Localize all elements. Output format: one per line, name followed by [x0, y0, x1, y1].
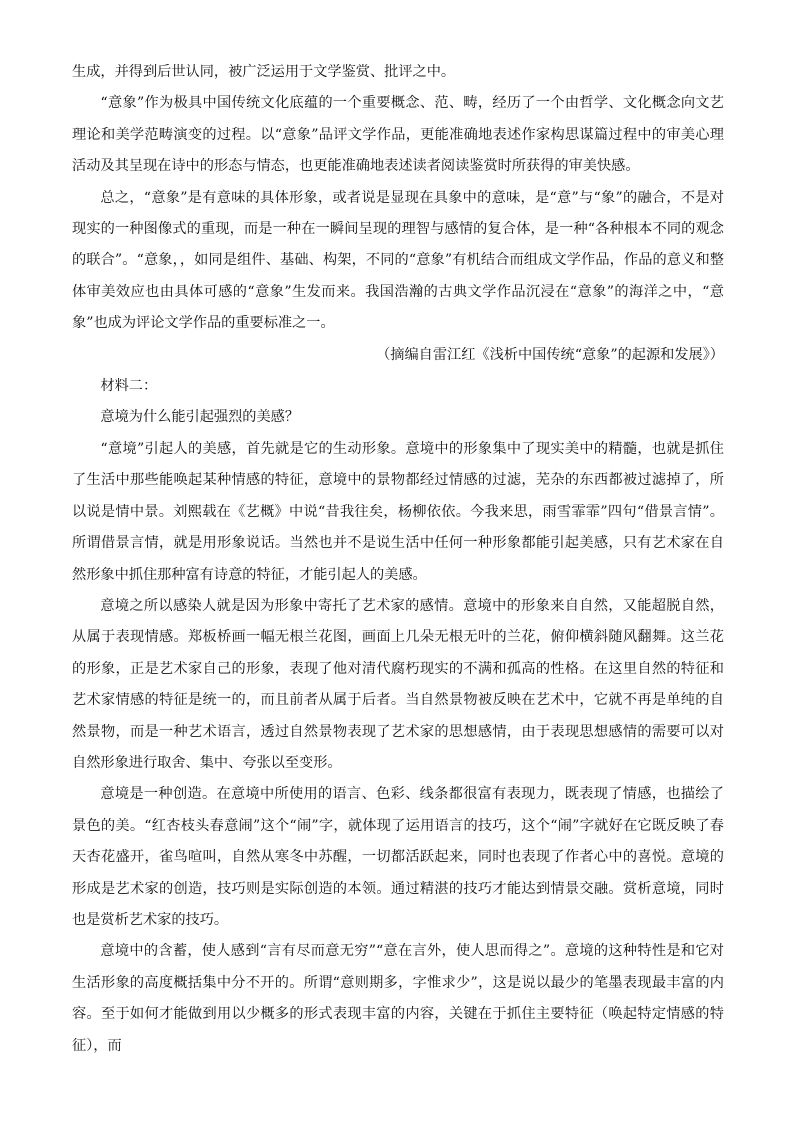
material-two-heading: 材料二： [100, 378, 158, 395]
paragraph-yixiang-concept: “意象”作为极具中国传统文化底蕴的一个重要概念、范、畴，经历了一个由哲学、文化概念向文艺理论和美学范畴演变的过程。以“意象”品评文学作品，更能准确地表述作家构思谋篇过程中的审美心理活动及其呈现在诗中的形态与情态，也更能准确地表述读者阅读鉴赏时所获得的审美快感。 [72, 95, 724, 175]
paragraph-creation: 意境是一种创造。在意境中所使用的语言、色彩、线条都很富有表现力，既表现了情感，也描绘了景色的美。“红杏枝头春意闹”这个“闹”字，就体现了运用语言的技巧，这个“闹”字就好在它既反映了春天杏花盛开，雀鸟喧叫，自然从寒冬中苏醒，一切都活跃起来，同时也表现了作者心中的喜悦。意境的形成是艺术家的创造，技巧则是实际创造的本领。通过精湛的技巧才能达到情景交融。赏析意境，同时也是赏析艺术家的技巧。 [72, 786, 724, 928]
paragraph-vivid-image: “意境”引起人的美感，首先就是它的生动形象。意境中的形象集中了现实美中的精髓，也就是抓住了生活中那些能唤起某种情感的特征，意境中的景物都经过情感的过滤，芜杂的东西都被过滤掉了，所以说是情中景。刘熙载在《艺概》中说“昔我往矣，杨柳依依。今我来思，雨雪霏霏”四句“借景言情”。所谓借景言情，就是用形象说话。当然也并不是说生活中任何一种形象都能引起美感，只有艺术家在自然形象中抓住那种富有诗意的特征，才能引起人的美感。 [72, 440, 724, 583]
paragraph-summary: 总之，“意象”是有意味的具体形象，或者说是显现在具象中的意味，是“意”与“象”的融合，不是对现实的一种图像式的重现，而是一种在一瞬间呈现的理智与感情的复合体，是一种“各种根本不同的观念的联合”。“意象，，如同是组件、基础、构架，不同的“意象”有机结合而组成文学作品，作品的意义和整体审美效应也由具体可感的“意象”生发而来。我国浩瀚的古典文学作品沉浸在“意象”的海洋之中，“意象”也成为评论文学作品的重要标准之一。 [72, 189, 724, 332]
paragraph-artist-emotion: 意境之所以感染人就是因为形象中寄托了艺术家的感情。意境中的形象来自自然，又能超脱自然，从属于表现情感。郑板桥画一幅无根兰花图，画面上几朵无根无叶的兰花，俯仰横斜随风翻舞。这兰花的形象，正是艺术家自己的形象，表现了他对清代腐朽现实的不满和孤高的性格。在这里自然的特征和艺术家情感的特征是统一的，而且前者从属于后者。当自然景物被反映在艺术中，它就不再是单纯的自然景物，而是一种艺术语言，透过自然景物表现了艺术家的思想感情，由于表现思想感情的需要可以对自然形象进行取舍、集中、夸张以至变形。 [72, 597, 724, 771]
source-citation: （摘编自雷江红《浅析中国传统“意象”的起源和发展》） [376, 346, 724, 363]
paragraph-continuation: 生成，并得到后世认同，被广泛运用于文学鉴赏、批评之中。 [72, 64, 456, 80]
paragraph-implicitness: 意境中的含蓄，使人感到“言有尽而意无穷”“意在言外，使人思而得之”。意境的这种特性是和它对生活形象的高度概括集中分不开的。所谓“意则期多，字惟求少”，这是说以最少的笔墨表现最丰富的内容。至于如何才能做到用以少概多的形式表现丰富的内容，关键在于抓住主要特征（唤起特定情感的特征），而 [72, 943, 724, 1054]
section-question: 意境为什么能引起强烈的美感？ [100, 409, 300, 426]
document-page [72, 57, 724, 1062]
